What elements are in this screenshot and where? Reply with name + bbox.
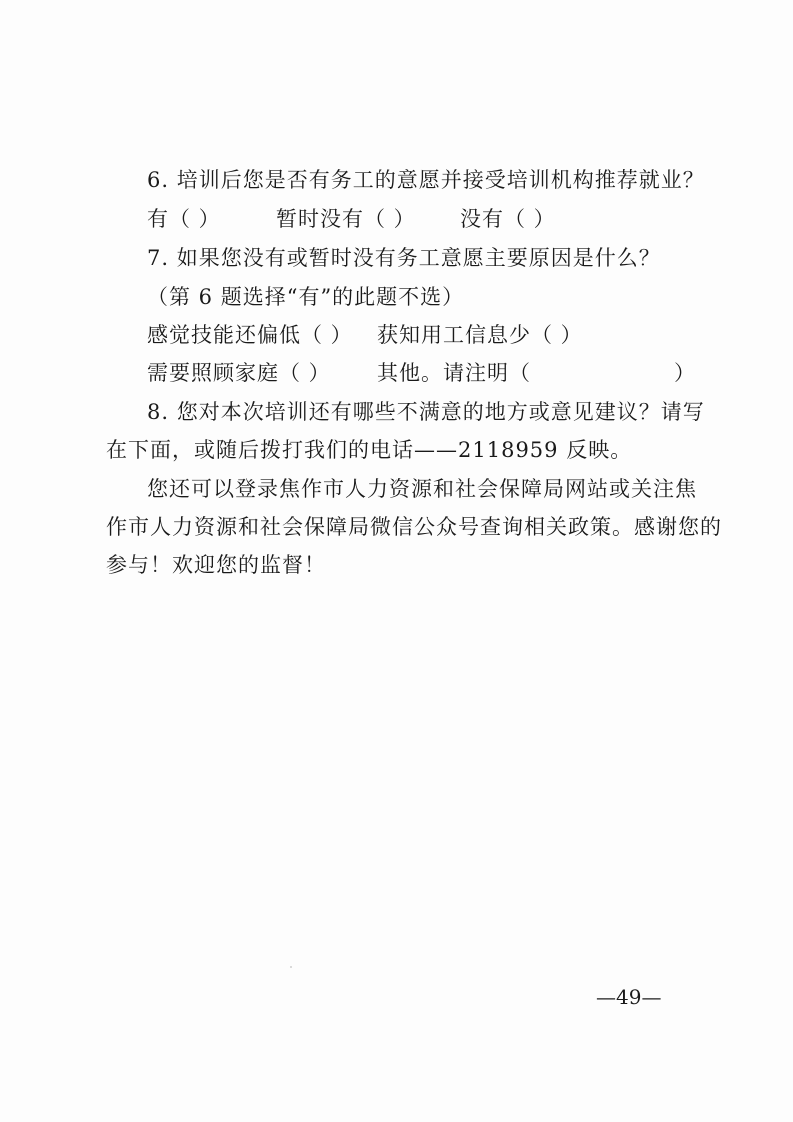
closing-line3: 参与！欢迎您的监督！	[106, 553, 326, 577]
q6-option-yes[interactable]: 有（ ）	[147, 207, 221, 231]
q7-option-family[interactable]: 需要照顾家庭（ ）	[147, 361, 331, 385]
q7-option-low-skill[interactable]: 感觉技能还偏低（ ）	[147, 323, 353, 347]
q7-option-other-close: ）	[674, 361, 696, 385]
question-6-text: 6. 培训后您是否有务工的意愿并接受培训机构推荐就业？	[147, 168, 705, 192]
question-6-options	[147, 205, 707, 233]
question-7-options-row2	[147, 359, 696, 387]
question-7-note: （第 6 题选择“有”的此题不选）	[147, 285, 465, 309]
q6-option-not-yet[interactable]: 暂时没有（ ）	[276, 207, 416, 231]
page-number: —49—	[596, 985, 662, 1009]
closing-line1: 您还可以登录焦作市人力资源和社会保障局网站或关注焦	[147, 477, 697, 501]
q7-option-other[interactable]: 其他。请注明（	[377, 361, 531, 385]
closing-line2: 作市人力资源和社会保障局微信公众号查询相关政策。感谢您的	[106, 515, 722, 539]
question-7-text: 7. 如果您没有或暂时没有务工意愿主要原因是什么？	[147, 246, 661, 270]
q6-option-no[interactable]: 没有（ ）	[460, 207, 556, 231]
question-7-options-row1	[147, 321, 707, 349]
q7-option-little-info[interactable]: 获知用工信息少（ ）	[377, 323, 583, 347]
question-8-text-line1: 8. 您对本次培训还有哪些不满意的地方或意见建议？请写	[147, 400, 705, 424]
question-8-text-line2: 在下面，或随后拨打我们的电话——2118959 反映。	[106, 438, 633, 462]
scan-speck	[290, 966, 292, 968]
